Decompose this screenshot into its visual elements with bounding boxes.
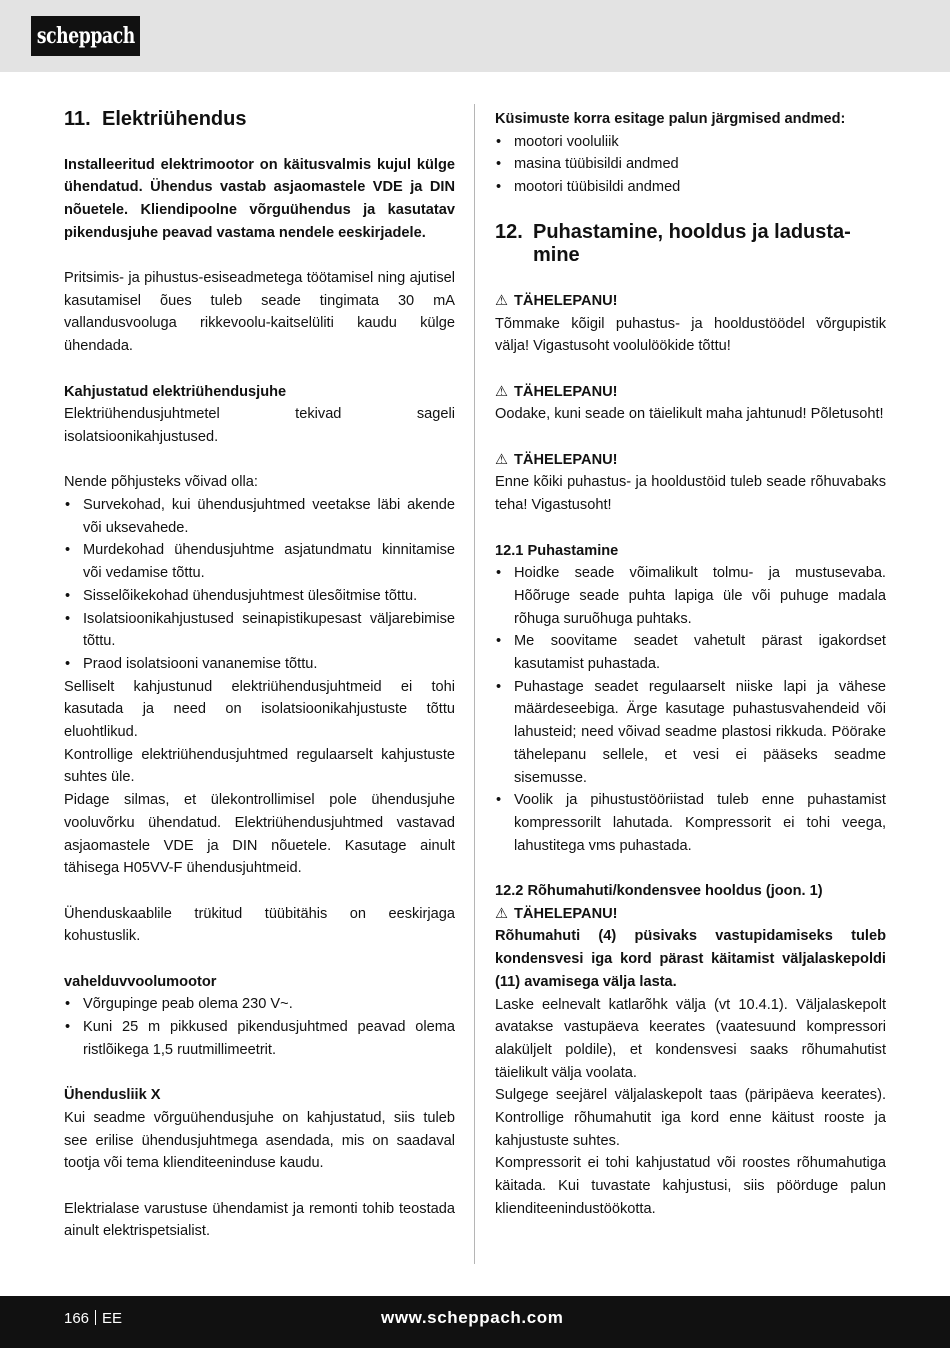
selliselt-paragraph: Selliselt kahjustunud elektriühendusjuhtmeid ei tohi kasutada ja need on isolatsioonikahjustuste tõttu eluohtlikud. <box>64 678 455 741</box>
section-12-heading <box>495 221 886 268</box>
list-item: • Praod isolatsiooni vananemise tõttu. <box>64 653 455 676</box>
list-item: • masina tüübisildi andmed <box>495 153 886 176</box>
causes-list <box>64 494 455 676</box>
section-number: 12. <box>495 220 523 243</box>
questions-title: Küsimuste korra esitage palun järgmised andmed: <box>495 111 846 127</box>
uhenduskaablile-paragraph: Ühenduskaablile trükitud tüübitähis on eeskirjaga kohustuslik. <box>64 905 455 945</box>
section-number: 11. <box>64 108 91 130</box>
list-item: • Me soovitame seadet vahetult pärast igakordset kasutamist puhastada. <box>495 630 886 675</box>
warning-2-label: ⚠ TÄHELEPANU! <box>495 381 886 404</box>
warning-triangle-icon: ⚠ <box>495 451 509 468</box>
warning-1-text: Tõmmake kõigil puhastus- ja hooldustöödel võrgupistik välja! Vigastusoht voolulöökide tõttu! <box>495 315 886 355</box>
page-header <box>0 0 950 72</box>
section-title: Elektriühendus <box>102 108 247 130</box>
page-footer <box>0 1296 950 1348</box>
list-item: • mootori tüübisildi andmed <box>495 176 886 199</box>
uhendusliik-paragraph: Kui seadme võrguühendusjuhe on kahjustatud, siis tuleb see erilise ühendusjuhtmega asendada, mis on saadaval tootja või tema klienditeeninduse kaudu. <box>64 1109 455 1172</box>
subheading-kahjustatud: Kahjustatud elektriühendusjuhe <box>64 383 287 400</box>
scheppach-logo <box>31 16 140 56</box>
warning-4-label: ⚠ TÄHELEPANU! <box>495 903 886 926</box>
section-title-line1: Puhastamine, hooldus ja ladusta- <box>533 220 851 243</box>
website-url: www.scheppach.com <box>381 1308 564 1327</box>
pidage-paragraph: Pidage silmas, et ülekontrollimisel pole ühendusjuhe vooluvõrku ühendatud. Elektriühendusjuhtmed vastavad asjaomastele VDE ja DIN nõuetele. Kasutage ainult tähisega H05VV-F ühendusjuhtmeid. <box>64 792 455 877</box>
kahjustatud-paragraph: Elektriühendusjuhtmetel tekivad sageli isolatsioonikahjustused. <box>64 406 455 445</box>
intro-paragraph: Installeeritud elektrimootor on käitusvalmis kujul külge ühendatud. Ühendus vastab asjaomastele VDE ja DIN nõuetele. Kliendipoolne võrguühendus ja kasutatav pikendusjuhe peavad vastama nendele eeskirjadele. <box>64 156 455 241</box>
subheading-uhendusliik: Ühendusliik X <box>64 1087 161 1104</box>
right-column <box>495 108 886 1221</box>
subheading-12-2: 12.2 Rõhumahuti/kondensvee hooldus (joon. 1) <box>495 883 823 900</box>
list-item: • Isolatsioonikahjustused seinapistikupesast väljarebimise tõttu. <box>64 608 455 653</box>
warning-1-label: ⚠ TÄHELEPANU! <box>495 290 886 313</box>
warning-2-text: Oodake, kuni seade on täielikult maha jahtunud! Põletusoht! <box>495 406 884 423</box>
list-item: • Hoidke seade võimalikult tolmu- ja mustusevaba. Hõõruge seade puhta lapiga üle või puhuge madala rõhuga suruõhuga puhtaks. <box>495 562 886 630</box>
warning-triangle-icon: ⚠ <box>495 292 509 309</box>
subheading-vahelduvvoolumootor: vahelduvvoolumootor <box>64 973 217 990</box>
warning-triangle-icon: ⚠ <box>495 383 509 400</box>
list-item: • Sisselõikekohad ühendusjuhtmest ülesõitmise tõttu. <box>64 585 455 608</box>
subheading-12-1: 12.1 Puhastamine <box>495 542 619 559</box>
list-item: • Võrgupinge peab olema 230 V~. <box>64 993 455 1016</box>
left-column <box>64 108 455 1243</box>
page-number: 166 EE <box>64 1310 123 1327</box>
list-item: • Survekohad, kui ühendusjuhtmed veetakse läbi akende või uksevahede. <box>64 494 455 539</box>
sulgege-paragraph: Sulgege seejärel väljalaskepolt taas (päripäeva keerates). Kontrollige rõhumahutit iga kord enne käitust rooste ja kahjustuste suhtes. <box>495 1087 886 1149</box>
section-11-heading <box>64 108 455 132</box>
list-item: • mootori vooluliik <box>495 131 886 154</box>
language-code: EE <box>102 1310 123 1327</box>
elektrialase-paragraph: Elektrialase varustuse ühendamist ja remonti tohib teostada ainult elektrispetsialist. <box>64 1200 455 1240</box>
pohjused-paragraph: Nende põhjusteks võivad olla: <box>64 474 258 491</box>
pritsimis-paragraph: Pritsimis- ja pihustus-esiseadmetega töötamisel ning ajutisel kasutamisel õues tuleb seade tingimata 30 mA vallandusvooluga rikkevoolu-kaitselüliti kaudu külge ühendada. <box>64 270 455 355</box>
cleaning-list <box>495 562 886 857</box>
warning-triangle-icon: ⚠ <box>495 905 509 922</box>
section-title-line2: mine <box>533 244 580 267</box>
list-item: • Voolik ja pihustustööriistad tuleb enne puhastamist kompressorilt lahutada. Kompressorit ei tohi veega, lahustitega vms puhastada. <box>495 789 886 857</box>
warning-4-text: Rõhumahuti (4) püsivaks vastupidamiseks tuleb kondensvesi iga kord pärast käitamist väljalaskepoldi (11) avamisega välja lasta. <box>495 928 886 990</box>
kompressorit-paragraph: Kompressorit ei tohi kahjustatud või roostes rõhumahutiga käitada. Kui tuvastate kahjustusi, siis pöörduge palun klienditeenindustöökotta. <box>495 1155 886 1217</box>
kontrollige-paragraph: Kontrollige elektriühendusjuhtmed regulaarselt kahjustuste suhtes üle. <box>64 746 455 786</box>
list-item: • Murdekohad ühendusjuhtme asjatundmatu kinnitamise või vedamise tõttu. <box>64 539 455 584</box>
list-item: • Puhastage seadet regulaarselt niiske lapi ja vähese määrdeseebiga. Ärge kasutage puhastusvahendeid või lahusteid; need võivad seadme plastosi rikkuda. Pöörake tähelepanu sellele, et vesi ei pääseks seadme sisemusse. <box>495 676 886 790</box>
logo-text: scheppach <box>36 23 135 49</box>
warning-3-text: Enne kõiki puhastus- ja hooldustöid tuleb seade rõhuvabaks teha! Vigastusoht! <box>495 474 886 514</box>
warning-3-label: ⚠ TÄHELEPANU! <box>495 449 886 472</box>
list-item: • Kuni 25 m pikkused pikendusjuhtmed peavad olema ristlõikega 1,5 ruutmillimeetrit. <box>64 1016 455 1061</box>
questions-list <box>495 131 886 199</box>
column-divider <box>474 104 475 1264</box>
laske-paragraph: Laske eelnevalt katlarõhk välja (vt 10.4.1). Väljalaskepolt avatakse vastupäeva keerates (vaatesuund kompressori alaküljelt poldile), et kondensvesi saaks rõhumahutist täielikult välja voolata. <box>495 996 886 1081</box>
ac-motor-list <box>64 993 455 1061</box>
